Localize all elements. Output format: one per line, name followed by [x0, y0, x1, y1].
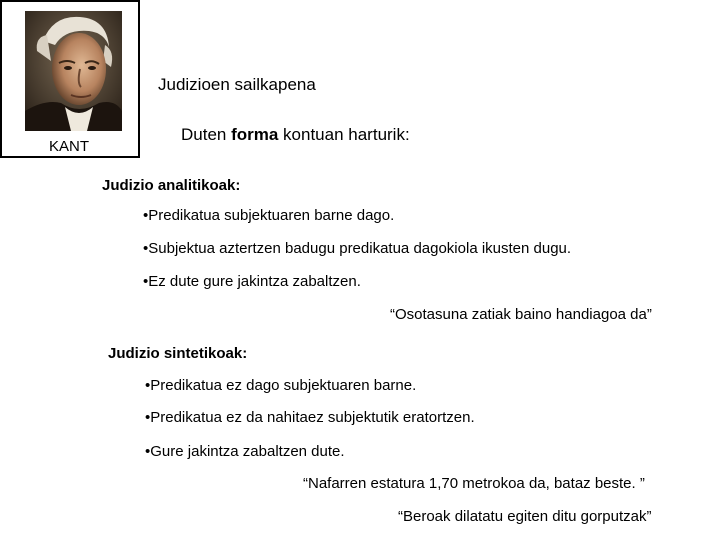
subtitle-before: Duten [181, 125, 232, 144]
subtitle-emphasis: forma [231, 125, 279, 144]
kant-portrait [25, 11, 122, 131]
synthetic-example-1: “Nafarren estatura 1,70 metrokoa da, bataz beste. ” [303, 475, 645, 492]
page-title: Judizioen sailkapena [158, 75, 316, 94]
synthetic-bullet-3: •Gure jakintza zabaltzen dute. [145, 443, 345, 460]
analytic-heading: Judizio analitikoak: [102, 177, 241, 194]
synthetic-heading: Judizio sintetikoak: [108, 345, 248, 362]
subtitle [181, 125, 410, 145]
analytic-bullet-1: •Predikatua subjektuaren barne dago. [143, 207, 395, 224]
subtitle-after: kontuan harturik: [278, 125, 410, 144]
portrait-caption: KANT [49, 138, 90, 155]
synthetic-example-2: “Beroak dilatatu egiten ditu gorputzak” [398, 508, 652, 525]
portrait-frame [0, 0, 140, 158]
analytic-example: “Osotasuna zatiak baino handiagoa da” [390, 306, 652, 323]
synthetic-bullet-1: •Predikatua ez dago subjektuaren barne. [145, 377, 417, 394]
synthetic-bullet-2: •Predikatua ez da nahitaez subjektutik eratortzen. [145, 409, 475, 426]
analytic-bullet-2: •Subjektua aztertzen badugu predikatua dagokiola ikusten dugu. [143, 240, 572, 257]
analytic-bullet-3: •Ez dute gure jakintza zabaltzen. [143, 273, 361, 290]
